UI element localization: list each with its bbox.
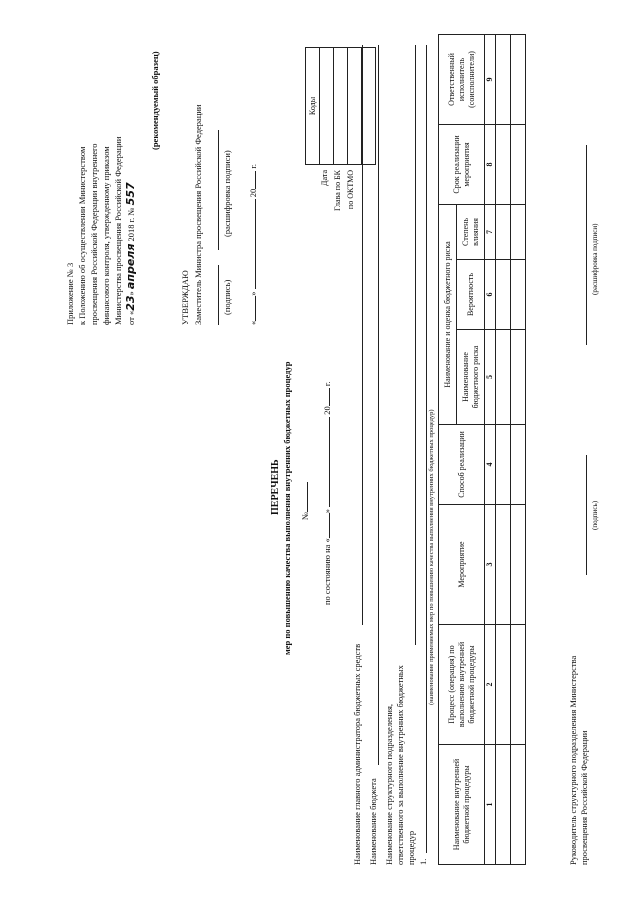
col-number: 6 [485,260,496,330]
col-header-risk-group: Наименование и оценка бюджетного риска [439,204,457,424]
col-header-responsible: Ответственный исполнитель (соисполнители) [439,34,485,124]
approve-decode-line [218,130,219,250]
section-caption: (наименование применяемых мер по повышению качества выполнения внутренних бюджетных процедур) [428,409,435,705]
handwritten-number: 557 [124,182,137,206]
table-row [511,34,526,864]
footer-decode-caption: (расшифровка подписи) [591,223,599,295]
table-row [496,34,511,864]
codes-empty-cell [362,48,376,165]
codes-bk-label: Глава по БК [333,170,342,211]
codes-table [305,47,376,165]
col-number: 5 [485,330,496,425]
col-header-measure: Мероприятие [439,505,485,625]
field-unit-label1: Наименование структурного подразделения, [384,704,394,865]
col-header-method: Способ реализации [439,425,485,505]
field-admin-line [362,45,363,625]
appendix-line4: финансового контроля, утвержденному приказом [101,146,111,325]
appendix-line6: от «23» апреля 2018 г. № 557 [124,182,137,325]
approve-date: «» 20 г. [248,163,258,325]
as-of-date: по состоянию на «» 20 г. [322,381,332,605]
field-budget-line [378,45,379,765]
footer-sign-line [586,455,587,575]
doc-number: № [300,482,311,520]
codes-oktmo-cell [348,48,362,165]
col-number: 4 [485,425,496,505]
handwritten-day: 23 [124,295,137,311]
col-number: 7 [485,204,496,259]
col-number: 1 [485,745,496,865]
codes-header: Коды [306,48,320,165]
approve-title: УТВЕРЖДАЮ [180,270,190,325]
col-header-term: Срок реализации мероприятия [439,124,485,204]
col-number: 9 [485,34,496,124]
footer-line1: Руководитель структурного подразделения Министерства [568,655,578,865]
codes-date-cell [320,48,334,165]
approve-sign-line [218,265,219,325]
footer-decode-line [586,145,587,345]
col-header-process: Процесс (операция) по выполнению внутренней бюджетной процедуры [439,625,485,745]
col-number: 2 [485,625,496,745]
col-header-probability: Вероятность [457,260,485,330]
appendix-line2: к Положению об осуществлении Министерством [77,146,87,325]
field-budget-label: Наименование бюджета [368,778,378,865]
handwritten-month: апреля [124,243,137,290]
doc-title: ПЕРЕЧЕНЬ [270,459,281,515]
codes-labels [318,170,357,265]
footer-line2: просвещения Российской Федерации [579,730,589,865]
field-unit-label2: ответственного за выполнение внутренних бюджетных [395,665,405,865]
col-number: 8 [485,124,496,204]
doc-subtitle: мер по повышению качества выполнения внутренних бюджетных процедур [282,361,292,655]
col-header-impact: Степень влияния [457,204,485,259]
appendix-line1: Приложение № 3 [65,262,75,325]
codes-bk-cell [334,48,348,165]
section-number: 1. [418,858,428,865]
footer-sign-caption: (подпись) [591,500,599,530]
sample-note: (рекомендуемый образец) [150,51,160,150]
col-header-procedure: Наименование внутренней бюджетной процедуры [439,745,485,865]
approve-position: Заместитель Министра просвещения Российской Федерации [193,104,203,325]
field-unit-line [415,45,416,645]
measures-table [438,34,526,865]
codes-date-label: Дата [320,170,329,186]
appendix-line3: просвещения Российской Федерации внутреннего [89,143,99,325]
field-unit-label3: процедур [406,830,416,865]
col-number: 3 [485,505,496,625]
approve-decode-caption: (расшифровка подписи) [222,150,232,237]
approve-sign-caption: (подпись) [222,279,232,315]
field-admin-label: Наименование главного администратора бюджетных средств [352,643,362,865]
col-header-risk-name: Наименование бюджетного риска [457,330,485,425]
column-numbers-row [485,34,496,864]
appendix-line5: Министерства просвещения Российской Федерации [113,136,123,325]
codes-oktmo-label: по ОКТМО [346,170,355,210]
